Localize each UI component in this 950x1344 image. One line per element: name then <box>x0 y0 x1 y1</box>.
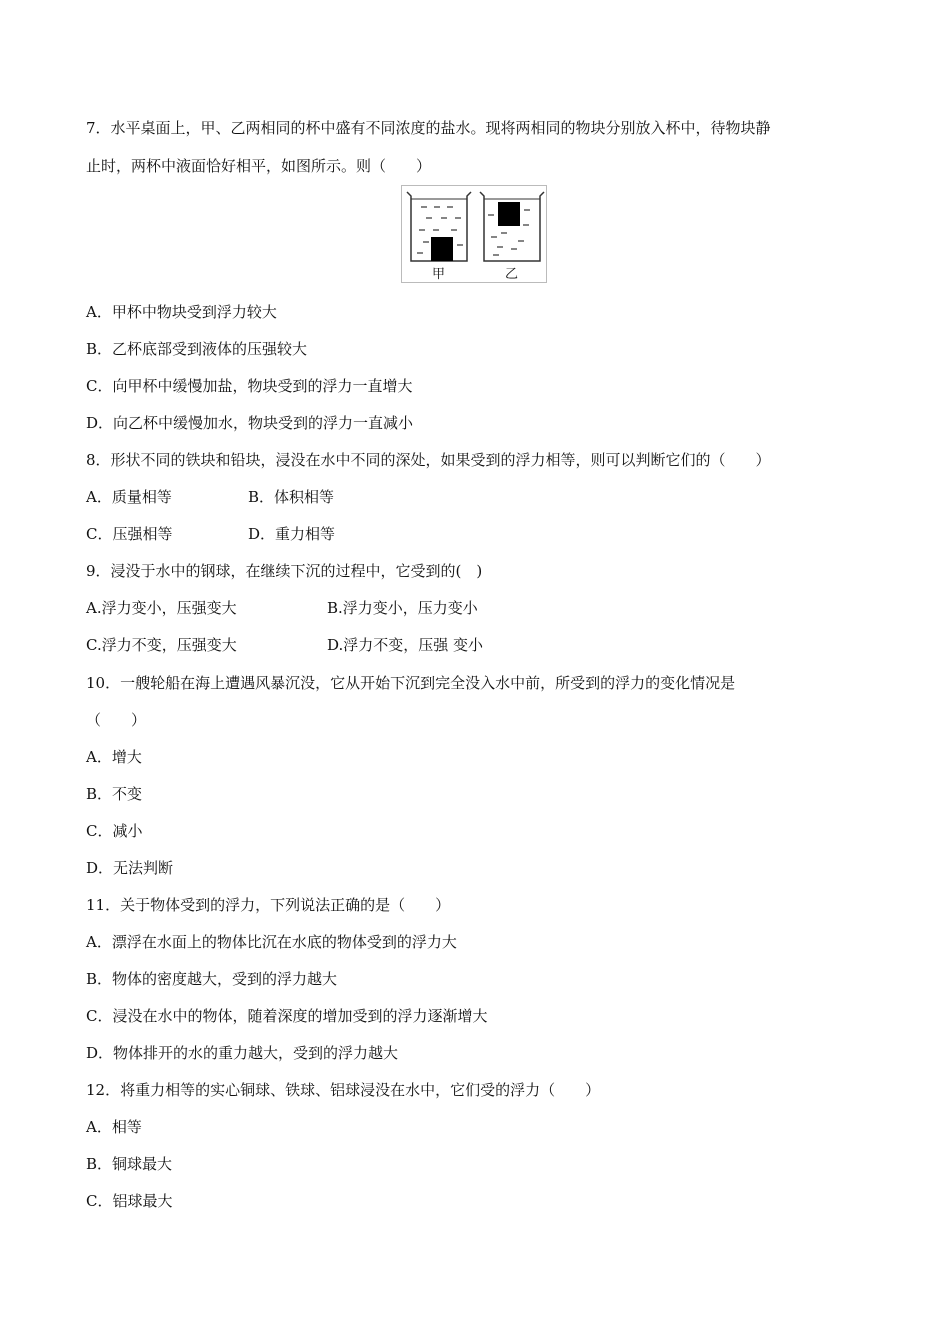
q7-option-d: D．向乙杯中缓慢加水，物块受到的浮力一直减小 <box>86 414 414 432</box>
q10-stem-line1: 10．一艘轮船在海上遭遇风暴沉没，它从开始下沉到完全没入水中前，所受到的浮力的变化情况是 <box>86 674 736 692</box>
q10-option-a: A．增大 <box>86 748 142 766</box>
q10-stem-line2: （ ） <box>86 711 147 729</box>
q9-option-a: A.浮力变小，压强变大 <box>86 599 237 617</box>
beakers-figure <box>401 185 549 285</box>
q9-option-b: B.浮力变小，压力变小 <box>327 599 478 617</box>
q8-option-a: A．质量相等 <box>86 488 172 506</box>
q8-stem: 8．形状不同的铁块和铅块，浸没在水中不同的深处，如果受到的浮力相等，则可以判断它们的（ ） <box>86 451 771 469</box>
q7-option-c: C．向甲杯中缓慢加盐，物块受到的浮力一直增大 <box>86 377 413 395</box>
q7-option-a: A．甲杯中物块受到浮力较大 <box>86 303 277 321</box>
q8-option-d: D．重力相等 <box>248 525 336 543</box>
q7-option-b: B．乙杯底部受到液体的压强较大 <box>86 340 308 358</box>
q8-option-c: C．压强相等 <box>86 525 173 543</box>
block-right <box>498 202 520 226</box>
beaker-right <box>480 192 544 261</box>
block-left <box>431 237 453 261</box>
label-right: 乙 <box>505 267 519 282</box>
q10-option-c: C．减小 <box>86 822 143 840</box>
q9-stem: 9．浸没于水中的钢球，在继续下沉的过程中，它受到的( ) <box>86 562 483 580</box>
q12-stem: 12．将重力相等的实心铜球、铁球、铝球浸没在水中，它们受的浮力（ ） <box>86 1081 601 1099</box>
q12-option-a: A．相等 <box>86 1118 142 1136</box>
beaker-left <box>407 192 471 261</box>
q11-option-d: D．物体排开的水的重力越大，受到的浮力越大 <box>86 1044 399 1062</box>
label-left: 甲 <box>432 267 446 282</box>
q7-stem-line1: 7．水平桌面上，甲、乙两相同的杯中盛有不同浓度的盐水。现将两相同的物块分别放入杯中，待物块静 <box>86 119 771 137</box>
q9-option-c: C.浮力不变，压强变大 <box>86 636 237 654</box>
q7-stem-line2: 止时，两杯中液面恰好相平，如图所示。则（ ） <box>86 157 432 175</box>
q11-stem: 11．关于物体受到的浮力，下列说法正确的是（ ） <box>86 896 451 914</box>
q11-option-a: A．漂浮在水面上的物体比沉在水底的物体受到的浮力大 <box>86 933 457 951</box>
q8-option-b: B．体积相等 <box>248 488 335 506</box>
q12-option-b: B．铜球最大 <box>86 1155 173 1173</box>
q10-option-b: B．不变 <box>86 785 143 803</box>
q9-option-d: D.浮力不变，压强 变小 <box>327 636 484 654</box>
q10-option-d: D．无法判断 <box>86 859 174 877</box>
q11-option-b: B．物体的密度越大，受到的浮力越大 <box>86 970 338 988</box>
q11-option-c: C．浸没在水中的物体，随着深度的增加受到的浮力逐渐增大 <box>86 1007 488 1025</box>
q12-option-c: C．铝球最大 <box>86 1192 173 1210</box>
